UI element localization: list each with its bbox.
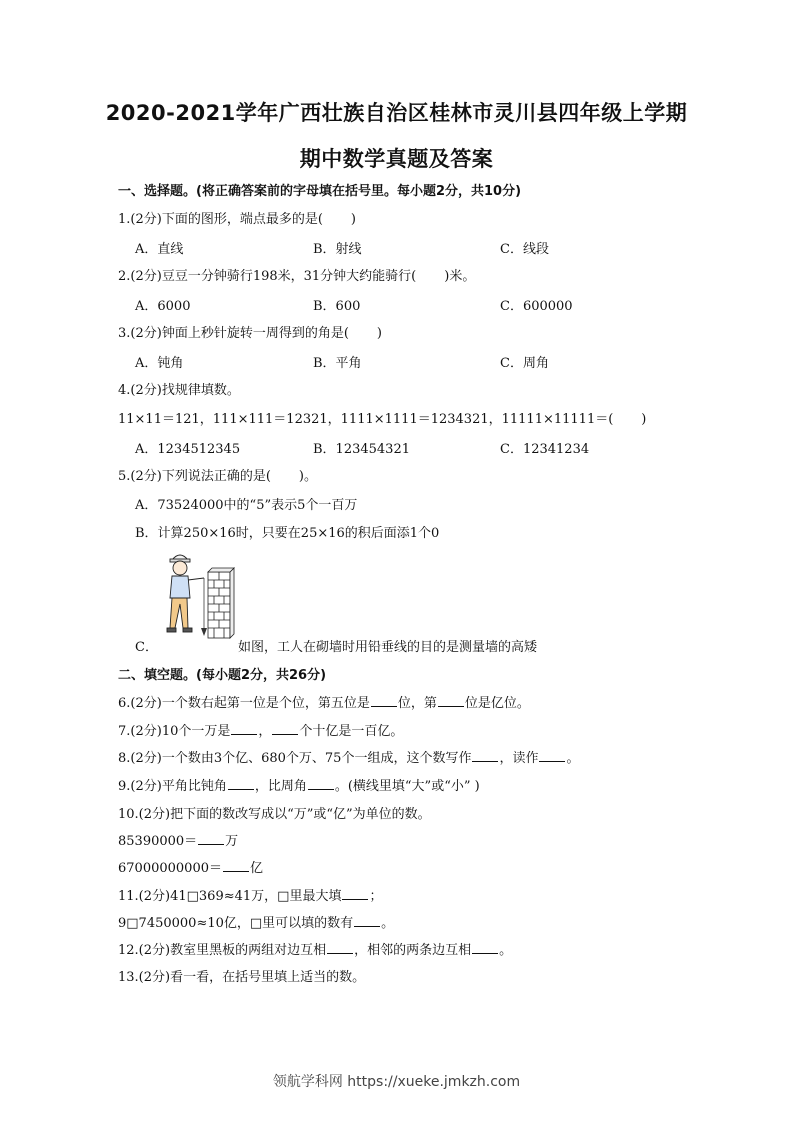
question-8-text: 8.(2分)一个数由3个亿、680个万、75个一组成，这个数写作 xyxy=(118,751,472,766)
question-6-text: 6.(2分)一个数右起第一位是个位，第五位是 xyxy=(118,696,370,711)
question-5 xyxy=(118,465,317,484)
title-line-1: 2020-2021学年广西壮族自治区桂林市灵川县四年级上学期 xyxy=(105,101,688,125)
q1-option-c: C．线段 xyxy=(500,242,549,257)
answer-blank xyxy=(231,722,257,735)
question-12-text-b: ，相邻的两条边互相 xyxy=(354,943,472,958)
answer-blank xyxy=(371,694,397,707)
q3-option-b: B．平角 xyxy=(313,356,362,371)
answer-blank xyxy=(308,777,334,790)
question-7-text-c: 个十亿是一百亿。 xyxy=(299,724,404,739)
question-10-number-1: 85390000＝ xyxy=(118,834,198,849)
q4-option-c: C．12341234 xyxy=(500,442,590,457)
q3-option-c: C．周角 xyxy=(500,356,549,371)
question-8 xyxy=(118,747,579,766)
answer-blank xyxy=(438,694,464,707)
q5-option-c: 如图，工人在砌墙时用铅垂线的目的是测量墙的高矮 xyxy=(238,640,538,655)
question-11-text-b: ； xyxy=(369,889,383,904)
question-6 xyxy=(118,692,530,711)
question-11-text: 11.(2分)41□369≈41万，□里最大填 xyxy=(118,889,342,904)
question-5-stem-end: )。 xyxy=(298,469,317,484)
question-11-text-c: 9□7450000≈10亿，□里可以填的数有 xyxy=(118,916,354,931)
question-11-line-2 xyxy=(118,912,394,931)
question-9-text-c: 。(横线里填“大”或“小” ) xyxy=(334,779,480,794)
q1-option-a: A．直线 xyxy=(135,242,184,257)
q4-option-a: A．1234512345 xyxy=(135,442,241,457)
answer-blank xyxy=(223,859,249,872)
section-1-heading: 一、选择题。(将正确答案前的字母填在括号里。每小题2分，共10分) xyxy=(118,184,522,199)
question-3-stem-end: ) xyxy=(376,326,382,341)
question-4-pattern-end: ) xyxy=(641,412,647,427)
q4-option-b: B．123454321 xyxy=(313,442,410,457)
question-7-text: 7.(2分)10个一万是 xyxy=(118,724,231,739)
q5-option-a: A．73524000中的“5”表示5个一百万 xyxy=(135,498,358,513)
question-8-text-b: ，读作 xyxy=(499,751,539,766)
question-13: 13.(2分)看一看，在括号里填上适当的数。 xyxy=(118,970,366,985)
question-10-unit-2: 亿 xyxy=(249,861,263,876)
q5-option-b: B．计算250×16时，只要在25×16的积后面添1个0 xyxy=(135,526,440,541)
question-4-pattern xyxy=(118,408,646,427)
answer-blank xyxy=(472,941,498,954)
answer-blank xyxy=(272,722,298,735)
question-8-text-c: 。 xyxy=(566,751,580,766)
q2-option-b: B．600 xyxy=(313,299,361,314)
question-3 xyxy=(118,322,382,341)
answer-blank xyxy=(228,777,254,790)
question-12-text: 12.(2分)教室里黑板的两组对边互相 xyxy=(118,943,327,958)
question-4-pattern-text: 11×11＝121，111×111＝12321，1111×1111＝1234321，11111×11111＝( xyxy=(118,412,614,427)
question-11-line-1 xyxy=(118,885,382,904)
answer-blank xyxy=(342,887,368,900)
q1-option-b: B．射线 xyxy=(313,242,362,257)
question-7 xyxy=(118,720,403,739)
question-6-text-c: 位是亿位。 xyxy=(464,696,530,711)
question-2-stem: 2.(2分)豆豆一分钟骑行198米，31分钟大约能骑行( xyxy=(118,269,417,284)
question-1 xyxy=(118,208,356,227)
question-10-line-1 xyxy=(118,830,238,849)
question-12-text-c: 。 xyxy=(499,943,513,958)
question-3-stem: 3.(2分)钟面上秒针旋转一周得到的角是( xyxy=(118,326,349,341)
question-6-text-b: 位，第 xyxy=(397,696,437,711)
question-10-stem: 10.(2分)把下面的数改写成以“万”或“亿”为单位的数。 xyxy=(118,807,431,822)
answer-blank xyxy=(472,749,498,762)
question-10-line-2 xyxy=(118,857,263,876)
question-10-unit-1: 万 xyxy=(225,834,239,849)
answer-blank xyxy=(327,941,353,954)
question-2 xyxy=(118,265,475,284)
question-1-stem-end: ) xyxy=(350,212,356,227)
answer-blank xyxy=(198,832,224,845)
q5-option-c-label: C． xyxy=(135,640,158,655)
answer-blank xyxy=(354,914,380,927)
question-9-text-b: ，比周角 xyxy=(254,779,307,794)
q2-option-c: C．600000 xyxy=(500,299,573,314)
question-11-text-d: 。 xyxy=(381,916,395,931)
q2-option-a: A．6000 xyxy=(135,299,191,314)
question-12 xyxy=(118,939,512,958)
question-10-number-2: 67000000000＝ xyxy=(118,861,222,876)
worker-plumb-line-illustration xyxy=(158,548,238,646)
question-1-stem: 1.(2分)下面的图形，端点最多的是( xyxy=(118,212,323,227)
question-4-stem: 4.(2分)找规律填数。 xyxy=(118,383,240,398)
section-2-heading: 二、填空题。(每小题2分，共26分) xyxy=(118,668,327,683)
title-line-2: 期中数学真题及答案 xyxy=(299,147,494,171)
footer-watermark: 领航学科网 https://xueke.jmkzh.com xyxy=(272,1074,521,1090)
question-7-text-b: ， xyxy=(258,724,272,739)
question-9 xyxy=(118,775,480,794)
question-5-stem: 5.(2分)下列说法正确的是( xyxy=(118,469,271,484)
answer-blank xyxy=(539,749,565,762)
question-9-text: 9.(2分)平角比钝角 xyxy=(118,779,227,794)
question-2-stem-end: )米。 xyxy=(444,269,476,284)
q3-option-a: A．钝角 xyxy=(135,356,184,371)
